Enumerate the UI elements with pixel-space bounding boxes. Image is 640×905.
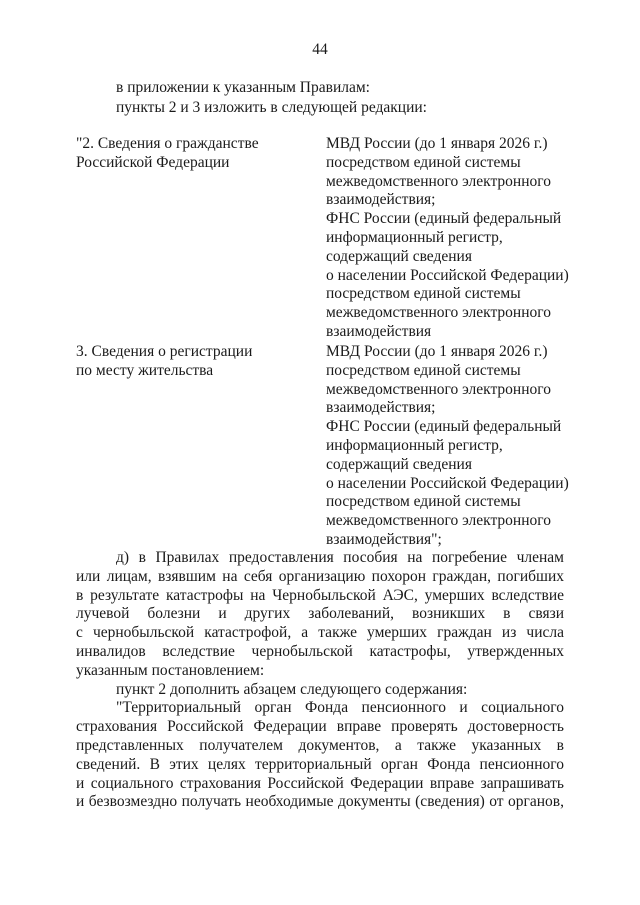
body-line: инвалидов вследствие чернобыльской катастрофы, утвержденных: [76, 642, 564, 660]
entry-source-line: о населении Российской Федерации): [326, 266, 569, 284]
entry-source-line: взаимодействия";: [326, 530, 442, 548]
entry-source-line: посредством единой системы: [326, 361, 521, 379]
entry-source-line: межведомственного электронного: [326, 172, 551, 190]
body-line: сведений. В этих целях территориальный орган Фонда пенсионного: [76, 755, 564, 773]
entry-1-source: [326, 135, 586, 342]
body-text: [76, 549, 564, 812]
intro-paragraph: [116, 78, 566, 118]
entry-source-line: посредством единой системы: [326, 493, 521, 511]
body-line: "Территориальный орган Фонда пенсионного и социального: [116, 699, 564, 717]
entry-source-line: о населении Российской Федерации): [326, 474, 569, 492]
entry-1-title: [76, 135, 306, 173]
entry-source-line: содержащий сведения: [326, 455, 472, 473]
entry-source-line: межведомственного электронного: [326, 380, 551, 398]
body-line: лучевой болезни и других заболеваний, возникших в связи: [76, 605, 564, 623]
entry-source-line: информационный регистр,: [326, 436, 503, 454]
entry-source-line: межведомственного электронного: [326, 304, 551, 322]
page-number: 44: [312, 41, 328, 58]
body-line: представленных получателем документов, а также указанных в: [76, 736, 564, 754]
entry-title-line: по месту жительства: [76, 361, 214, 379]
entry-2-source: [326, 343, 586, 550]
entry-source-line: содержащий сведения: [326, 247, 472, 265]
entry-source-line: посредством единой системы: [326, 285, 521, 303]
entry-source-line: МВД России (до 1 января 2026 г.): [326, 343, 548, 360]
entry-title-line: "2. Сведения о гражданстве: [76, 135, 259, 152]
entry-source-line: информационный регистр,: [326, 228, 503, 246]
intro-line: в приложении к указанным Правилам:: [116, 79, 370, 96]
body-line: и безвозмездно получать необходимые документы (сведения) от органов,: [76, 793, 564, 811]
intro-line: пункты 2 и 3 изложить в следующей редакции:: [116, 99, 427, 116]
entry-title-line: Российской Федерации: [76, 153, 230, 171]
entry-source-line: ФНС России (единый федеральный: [326, 210, 562, 228]
entry-source-line: ФНС России (единый федеральный: [326, 418, 562, 436]
entry-2-title: [76, 343, 306, 381]
body-line: д) в Правилах предоставления пособия на погребение членам: [116, 549, 564, 566]
entry-source-line: межведомственного электронного: [326, 512, 551, 530]
entry-source-line: взаимодействия;: [326, 399, 436, 417]
entry-source-line: посредством единой системы: [326, 153, 521, 171]
body-line: или лицам, взявшим на себя организацию похорон граждан, погибших: [76, 567, 564, 585]
entry-title-line: 3. Сведения о регистрации: [76, 343, 253, 360]
entry-source-line: взаимодействия;: [326, 191, 436, 209]
entry-source-line: МВД России (до 1 января 2026 г.): [326, 135, 548, 152]
body-line: страхования Российской Федерации вправе проверять достоверность: [76, 718, 564, 736]
body-line: с чернобыльской катастрофой, а также умерших граждан из числа: [76, 624, 564, 642]
body-line: указанным постановлением:: [76, 661, 265, 679]
entry-source-line: взаимодействия: [326, 322, 432, 340]
body-line: и социального страхования Российской Федерации вправе запрашивать: [76, 774, 564, 792]
body-line: в результате катастрофы на Чернобыльской АЭС, умерших вследствие: [76, 586, 564, 604]
body-line: пункт 2 дополнить абзацем следующего содержания:: [116, 680, 468, 698]
